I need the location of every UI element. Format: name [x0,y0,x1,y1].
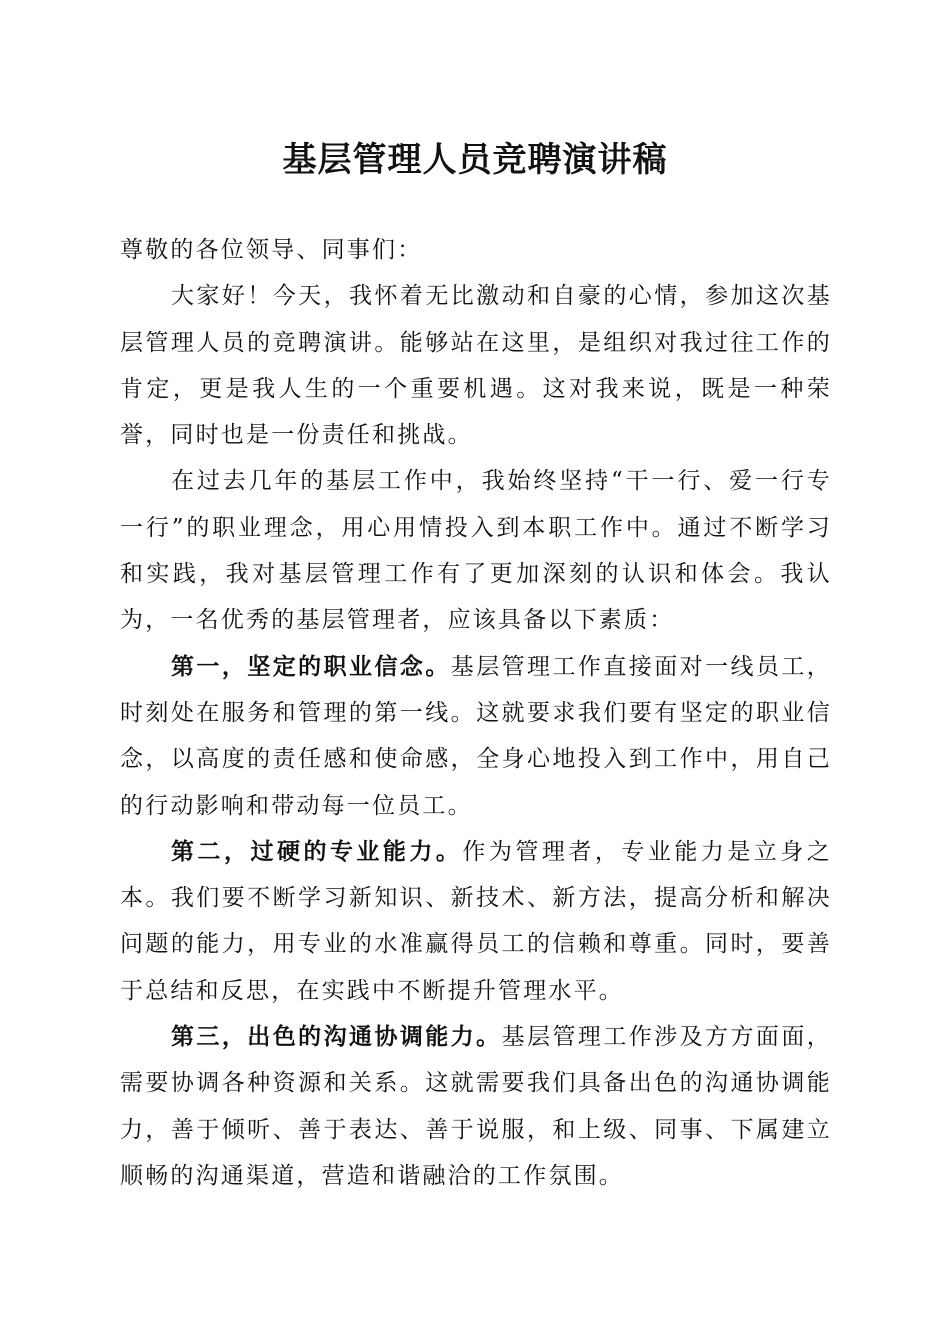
paragraph-point-one [120,644,832,829]
salutation: 尊敬的各位领导、同事们： [120,237,423,263]
paragraph-text: 作为管理者，专业能力是立身之本。我们要不断学习新知识、新技术、新方法，提高分析和解决问题的能力，用专业的水准赢得员工的信赖和尊重。同时，要善于总结和反思，在实践中不断提升管理水平。 [120,838,832,1004]
paragraph-lead: 第一，坚定的职业信念。 [171,652,451,680]
paragraph-experience [120,458,832,643]
paragraph-greeting [120,273,832,458]
paragraph-lead: 第三，出色的沟通协调能力。 [171,1023,502,1051]
document-body [120,227,832,1199]
document-title: 基层管理人员竞聘演讲稿 [282,140,668,180]
paragraph-point-three [120,1014,832,1199]
paragraph-lead: 第二，过硬的专业能力。 [171,837,463,865]
paragraph-text: 在过去几年的基层工作中，我始终坚持“干一行、爱一行专一行”的职业理念，用心用情投入到本职工作中。通过不断学习和实践，我对基层管理工作有了更加深刻的认识和体会。我认为，一名优秀的基层管理者，应该具备以下素质： [120,468,832,634]
paragraph-point-two [120,829,832,1014]
paragraph-text: 基层管理工作涉及方方面面，需要协调各种资源和关系。这就需要我们具备出色的沟通协调能力，善于倾听、善于表达、善于说服，和上级、同事、下属建立顺畅的沟通渠道，营造和谐融洽的工作氛围。 [120,1024,832,1189]
paragraph-text: 基层管理工作直接面对一线员工，时刻处在服务和管理的第一线。这就要求我们要有坚定的职业信念，以高度的责任感和使命感，全身心地投入到工作中，用自己的行动影响和带动每一位员工。 [120,653,833,819]
paragraph-text: 大家好！今天，我怀着无比激动和自豪的心情，参加这次基层管理人员的竞聘演讲。能够站在这里，是组织对我过往工作的肯定，更是我人生的一个重要机遇。这对我来说，既是一种荣誉，同时也是一份责任和挑战。 [120,283,832,449]
